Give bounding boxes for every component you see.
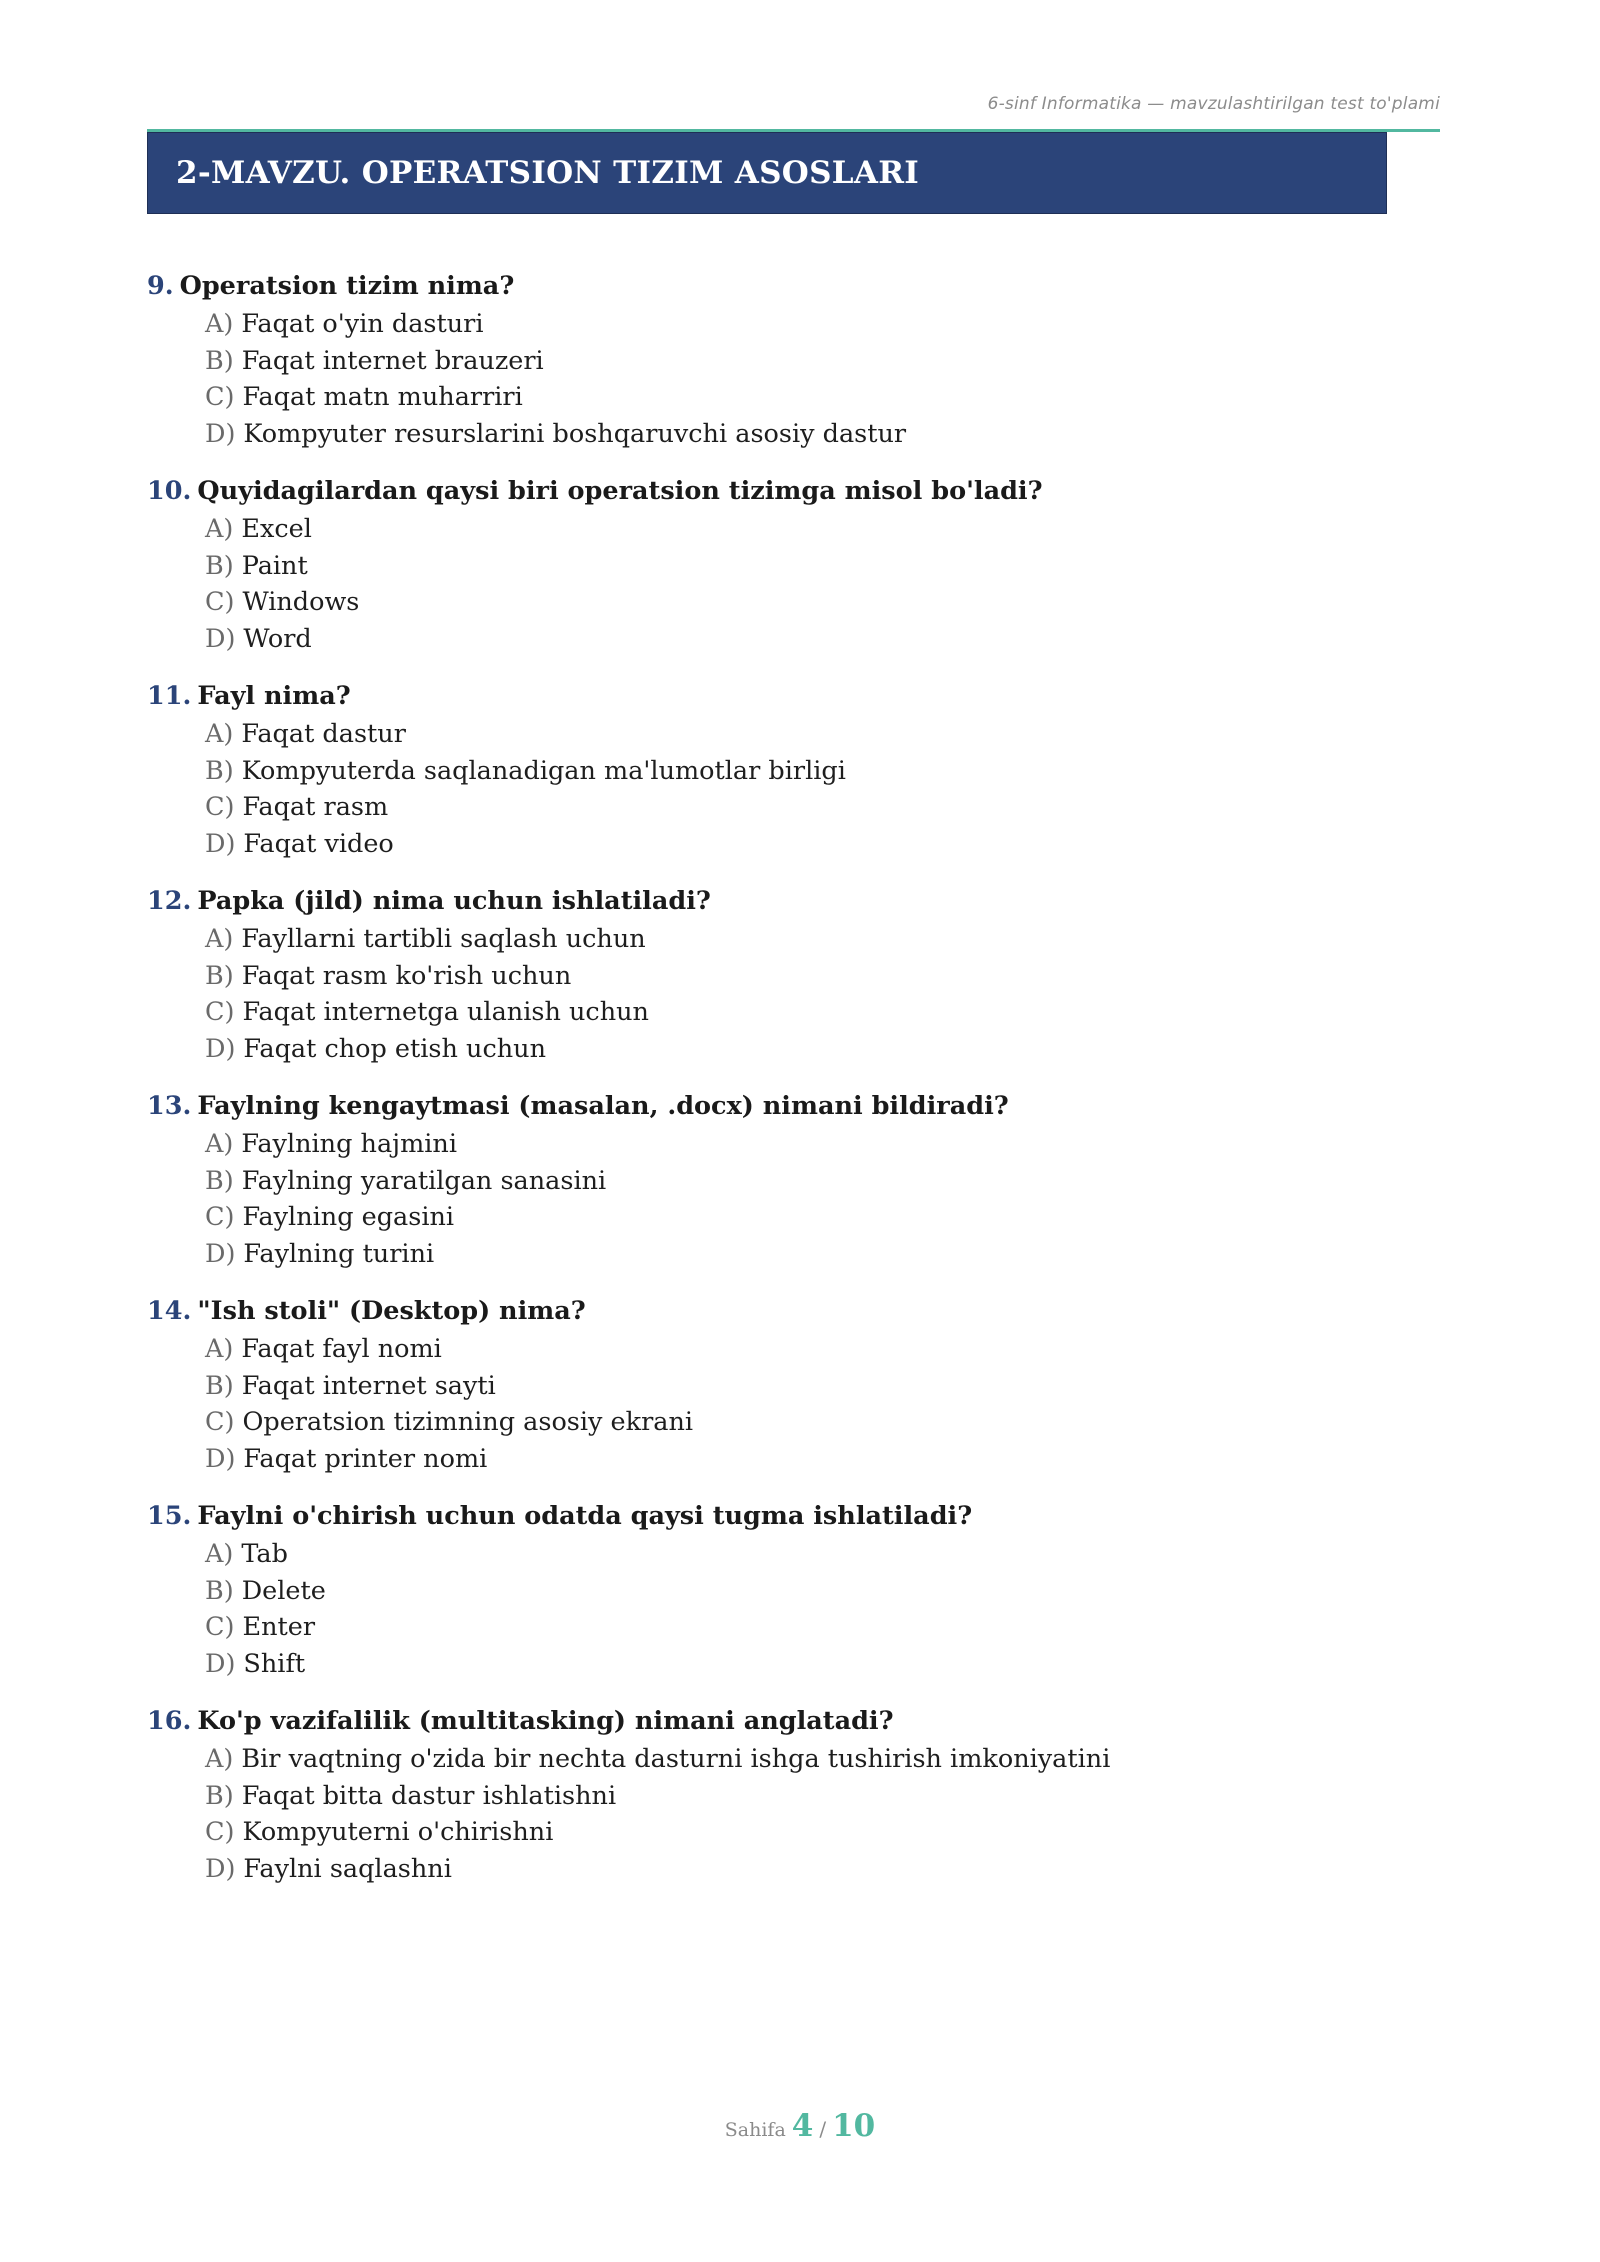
question-item	[147, 473, 1447, 657]
answer-option	[205, 921, 1447, 958]
answer-options	[205, 1331, 1447, 1477]
page-label: Sahifa	[724, 2119, 786, 2141]
option-letter: C)	[205, 997, 235, 1027]
question-text: Fayl nima?	[197, 681, 351, 711]
option-text: Windows	[242, 587, 360, 617]
answer-options	[205, 1536, 1447, 1682]
option-letter: A)	[205, 514, 234, 544]
option-text: Faylning hajmini	[241, 1129, 457, 1159]
option-letter: A)	[205, 1334, 234, 1364]
answer-option	[205, 1163, 1447, 1200]
answer-option	[205, 621, 1447, 658]
answer-option	[205, 511, 1447, 548]
option-letter: C)	[205, 1612, 235, 1642]
option-letter: D)	[205, 1443, 236, 1474]
option-letter: B)	[205, 550, 234, 581]
answer-option	[205, 1031, 1447, 1068]
option-text: Faqat internet sayti	[241, 1370, 496, 1401]
option-text: Faqat internet brauzeri	[241, 345, 544, 376]
question-text: Ko'p vazifalilik (multitasking) nimani anglatadi?	[197, 1706, 894, 1736]
answer-options	[205, 1741, 1447, 1887]
option-text: Kompyuter resurslarini boshqaruvchi asosiy dastur	[243, 418, 907, 449]
option-text: Faqat matn muharriri	[242, 382, 523, 412]
question-stem	[147, 1703, 1447, 1739]
option-text: Faylning egasini	[242, 1202, 455, 1232]
answer-option	[205, 1126, 1447, 1163]
option-letter: C)	[205, 587, 235, 617]
answer-option	[205, 753, 1447, 790]
option-letter: C)	[205, 1202, 235, 1232]
question-text: Faylning kengaytmasi (masalan, .docx) nimani bildiradi?	[197, 1091, 1009, 1121]
question-list	[147, 268, 1447, 1908]
total-pages-number: 10	[832, 2108, 876, 2144]
answer-options	[205, 716, 1447, 862]
answer-option	[205, 716, 1447, 753]
question-item	[147, 1293, 1447, 1477]
answer-option	[205, 1441, 1447, 1478]
option-text: Word	[243, 623, 312, 654]
option-text: Delete	[241, 1575, 326, 1606]
option-letter: B)	[205, 345, 234, 376]
question-item	[147, 678, 1447, 862]
option-letter: C)	[205, 1817, 235, 1847]
option-text: Faqat dastur	[241, 719, 406, 749]
option-letter: D)	[205, 1853, 236, 1884]
option-letter: C)	[205, 382, 235, 412]
option-text: Faqat chop etish uchun	[243, 1033, 547, 1064]
option-text: Faylning yaratilgan sanasini	[241, 1165, 607, 1196]
question-number: 10.	[147, 476, 192, 506]
option-letter: D)	[205, 828, 236, 859]
question-item	[147, 1498, 1447, 1682]
question-number: 12.	[147, 886, 192, 916]
question-number: 11.	[147, 681, 192, 711]
question-text: Faylni o'chirish uchun odatda qaysi tugma ishlatiladi?	[197, 1501, 973, 1531]
option-letter: A)	[205, 719, 234, 749]
answer-option	[205, 379, 1447, 416]
answer-option	[205, 548, 1447, 585]
page-footer	[0, 2108, 1600, 2144]
question-stem	[147, 268, 1447, 304]
option-text: Faqat bitta dastur ishlatishni	[241, 1780, 617, 1811]
option-text: Faqat fayl nomi	[241, 1334, 442, 1364]
answer-option	[205, 1536, 1447, 1573]
option-text: Tab	[241, 1539, 288, 1569]
question-text: Papka (jild) nima uchun ishlatiladi?	[197, 886, 711, 916]
option-letter: B)	[205, 1575, 234, 1606]
answer-option	[205, 994, 1447, 1031]
option-text: Faqat video	[243, 828, 394, 859]
answer-option	[205, 416, 1447, 453]
option-text: Kompyuterda saqlanadigan ma'lumotlar birligi	[241, 755, 846, 786]
answer-option	[205, 1814, 1447, 1851]
question-item	[147, 1088, 1447, 1272]
option-letter: B)	[205, 960, 234, 991]
option-text: Operatsion tizimning asosiy ekrani	[242, 1407, 694, 1437]
answer-option	[205, 584, 1447, 621]
page-separator: /	[819, 2117, 827, 2141]
option-text: Kompyuterni o'chirishni	[242, 1817, 554, 1847]
answer-options	[205, 1126, 1447, 1272]
question-number: 13.	[147, 1091, 192, 1121]
option-text: Faqat o'yin dasturi	[241, 309, 484, 339]
option-letter: A)	[205, 309, 234, 339]
answer-option	[205, 1778, 1447, 1815]
option-letter: D)	[205, 1033, 236, 1064]
option-letter: A)	[205, 1744, 234, 1774]
option-text: Faqat internetga ulanish uchun	[242, 997, 649, 1027]
option-text: Faqat rasm	[242, 792, 389, 822]
option-text: Faylni saqlashni	[243, 1853, 452, 1884]
question-item	[147, 883, 1447, 1067]
answer-options	[205, 511, 1447, 657]
question-stem	[147, 1498, 1447, 1534]
option-text: Faqat rasm ko'rish uchun	[241, 960, 572, 991]
option-letter: A)	[205, 1129, 234, 1159]
question-number: 9.	[147, 271, 174, 301]
answer-option	[205, 1331, 1447, 1368]
option-letter: C)	[205, 1407, 235, 1437]
answer-option	[205, 826, 1447, 863]
option-text: Bir vaqtning o'zida bir nechta dasturni ishga tushirish imkoniyatini	[241, 1744, 1111, 1774]
answer-option	[205, 1851, 1447, 1888]
answer-options	[205, 306, 1447, 452]
answer-option	[205, 1609, 1447, 1646]
option-letter: D)	[205, 1238, 236, 1269]
question-stem	[147, 1088, 1447, 1124]
section-title-bar	[147, 132, 1387, 214]
option-text: Fayllarni tartibli saqlash uchun	[241, 924, 646, 954]
answer-option	[205, 1646, 1447, 1683]
question-stem	[147, 473, 1447, 509]
option-letter: B)	[205, 755, 234, 786]
option-letter: B)	[205, 1780, 234, 1811]
answer-options	[205, 921, 1447, 1067]
option-text: Enter	[242, 1612, 316, 1642]
question-item	[147, 268, 1447, 452]
current-page-number: 4	[791, 2108, 814, 2144]
answer-option	[205, 1199, 1447, 1236]
option-text: Paint	[241, 550, 308, 581]
question-text: Quyidagilardan qaysi biri operatsion tizimga misol bo'ladi?	[197, 476, 1043, 506]
section-title: 2-MAVZU. OPERATSION TIZIM ASOSLARI	[176, 155, 920, 191]
option-letter: B)	[205, 1370, 234, 1401]
option-letter: D)	[205, 418, 236, 449]
option-letter: A)	[205, 924, 234, 954]
question-item	[147, 1703, 1447, 1887]
option-letter: C)	[205, 792, 235, 822]
answer-option	[205, 1741, 1447, 1778]
answer-option	[205, 306, 1447, 343]
question-text: Operatsion tizim nima?	[179, 271, 515, 301]
answer-option	[205, 789, 1447, 826]
answer-option	[205, 1368, 1447, 1405]
option-letter: B)	[205, 1165, 234, 1196]
answer-option	[205, 343, 1447, 380]
question-number: 16.	[147, 1706, 192, 1736]
answer-option	[205, 1404, 1447, 1441]
option-text: Faqat printer nomi	[243, 1443, 488, 1474]
question-number: 15.	[147, 1501, 192, 1531]
question-stem	[147, 1293, 1447, 1329]
option-letter: D)	[205, 623, 236, 654]
option-text: Shift	[243, 1648, 306, 1679]
option-letter: D)	[205, 1648, 236, 1679]
option-letter: A)	[205, 1539, 234, 1569]
option-text: Faylning turini	[243, 1238, 435, 1269]
answer-option	[205, 958, 1447, 995]
running-header: 6-sinf Informatika — mavzulashtirilgan test to'plami	[987, 94, 1440, 114]
question-stem	[147, 883, 1447, 919]
option-text: Excel	[241, 514, 312, 544]
answer-option	[205, 1573, 1447, 1610]
question-number: 14.	[147, 1296, 192, 1326]
answer-option	[205, 1236, 1447, 1273]
question-stem	[147, 678, 1447, 714]
question-text: "Ish stoli" (Desktop) nima?	[197, 1296, 586, 1326]
